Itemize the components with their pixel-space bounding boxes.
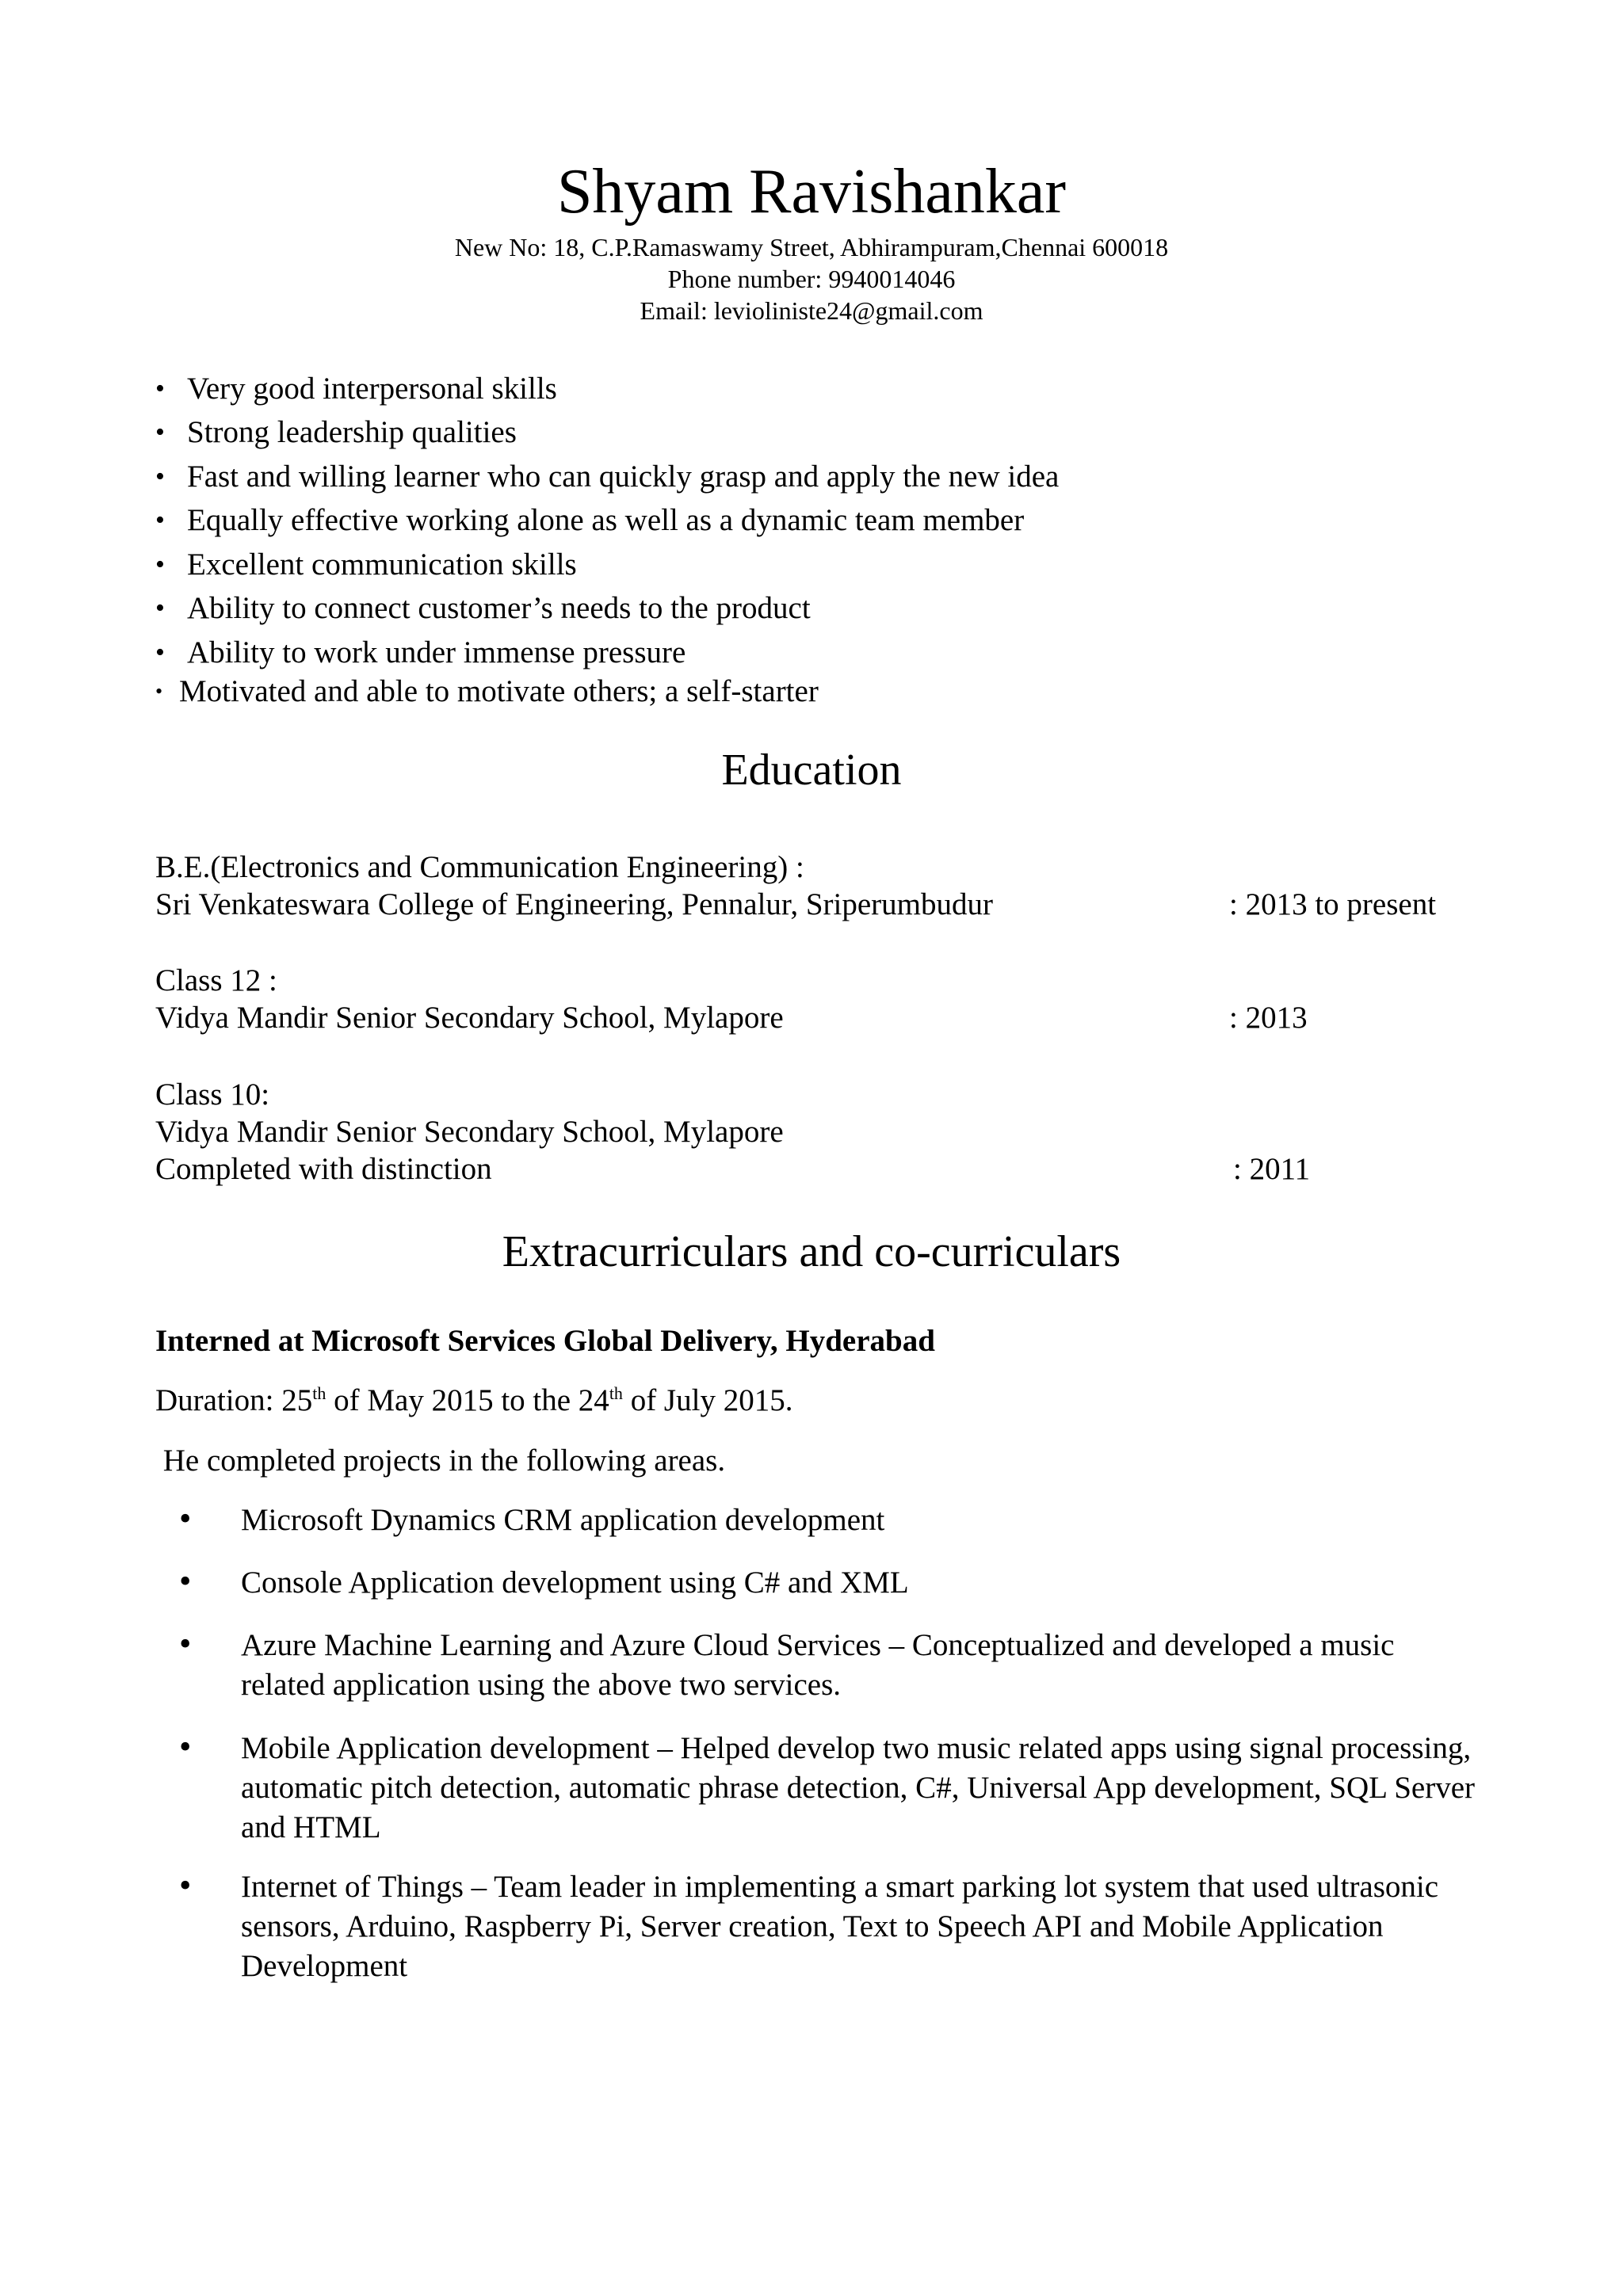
project-item: Microsoft Dynamics CRM application development (241, 1503, 885, 1537)
education-heading: Education (721, 746, 902, 795)
bullet-icon: • (179, 1562, 192, 1600)
bullet-icon: • (155, 418, 165, 447)
project-item: Internet of Things – Team leader in implementing a smart parking lot system that used ultrasonic sensors, Arduino, Raspberry Pi, Server creation, Text to Speech API and Mobile Application Development (241, 1870, 1439, 1983)
class10-note: Completed with distinction (155, 1152, 492, 1186)
bullet-icon: • (155, 505, 165, 535)
project-item: Mobile Application development – Helped develop two music related apps using signal processing, automatic pitch detection, automatic phrase detection, C#, Universal App development, SQL Server and HTML (241, 1731, 1476, 1844)
class10-date: : 2011 (1233, 1152, 1311, 1186)
be-label: B.E.(Electronics and Communication Engineering) : (155, 850, 804, 884)
be-date: : 2013 to present (1229, 887, 1437, 921)
class12-school: Vidya Mandir Senior Secondary School, Mylapore (155, 1001, 784, 1035)
bullet-icon: • (179, 1727, 192, 1766)
bullet-icon: • (179, 1866, 192, 1905)
internship-duration: Duration: 25th of May 2015 to the 24th of July 2015. (155, 1383, 793, 1417)
class10-school: Vidya Mandir Senior Secondary School, Mylapore (155, 1115, 784, 1149)
address-line: New No: 18, C.P.Ramaswamy Street, Abhirampuram,Chennai 600018 (454, 233, 1169, 261)
extracurricular-heading: Extracurriculars and co-curriculars (502, 1227, 1121, 1276)
class12-label: Class 12 : (155, 963, 277, 997)
bullet-icon: • (179, 1499, 192, 1538)
bullet-icon: • (155, 593, 165, 623)
bullet-icon: • (155, 550, 165, 579)
bullet-icon: • (155, 462, 165, 491)
internship-title: Interned at Microsoft Services Global Delivery, Hyderabad (155, 1324, 935, 1358)
project-item: Azure Machine Learning and Azure Cloud Services – Conceptualized and developed a music related application using the above two services. (241, 1628, 1395, 1702)
be-school: Sri Venkateswara College of Engineering, Pennalur, Sriperumbudur (155, 887, 993, 921)
bullet-icon: • (179, 1624, 192, 1663)
email-line: Email: levioliniste24@gmail.com (640, 296, 983, 325)
project-item: Console Application development using C# and XML (241, 1566, 909, 1600)
bullet-icon: • (155, 638, 165, 667)
resume-name: Shyam Ravishankar (556, 157, 1067, 227)
bullet-icon: • (155, 374, 165, 403)
class12-date: : 2013 (1229, 1001, 1308, 1035)
bullet-icon: • (155, 680, 163, 703)
phone-line: Phone number: 9940014046 (667, 265, 956, 293)
class10-label: Class 10: (155, 1077, 270, 1112)
projects-intro: He completed projects in the following areas. (155, 1444, 726, 1478)
resume-page: Shyam Ravishankar New No: 18, C.P.Ramaswamy Street, Abhirampuram,Chennai 600018 Phone number: 9940014046 Email: levioliniste24@gmail.com • Very good interpersonal skills • Strong leadership qualities • Fast and willing learner who can quickly grasp and apply the new idea • Equally effective working alone as well as a dynamic team member • Excellent communication skills • Ability to connect customer’s needs to the product • Ability to work under immense pressure • Motivated and able to motivate others; a self-starter Education B.E.(Electronics and Communication Engineering) : Sri Venkateswara College of Engineering, Pennalur, Sriperumbudur : 2013 to present Class 12 : Vidya Mandir Senior Secondary School, Mylapore : 2013 Class 10: Vidya Mandir Senior Secondary School, Mylapore Completed with distinction : 2011 Extracurriculars and co-curriculars Interned at Microsoft Services Global Delivery, Hyderabad Duration: 25th of May 2015 to the 24th of July 2015. He completed projects in the following areas. • Microsoft Dynamics CRM application development • Console Application development using C# and XML • Azure Machine Learning and Azure Cloud Services – Conceptualized and developed a music related application using the above two services. • Mobile Application development – Helped develop two music related apps using signal processing, automatic pitch detection, automatic phrase detection, C#, Universal App development, SQL Server and HTML • Internet of Things – Team leader in implementing a smart parking lot system that used ultrasonic sensors, Arduino, Raspberry Pi, Server creation, Text to Speech API and Mobile Application Development (0, 0, 1623, 2296)
